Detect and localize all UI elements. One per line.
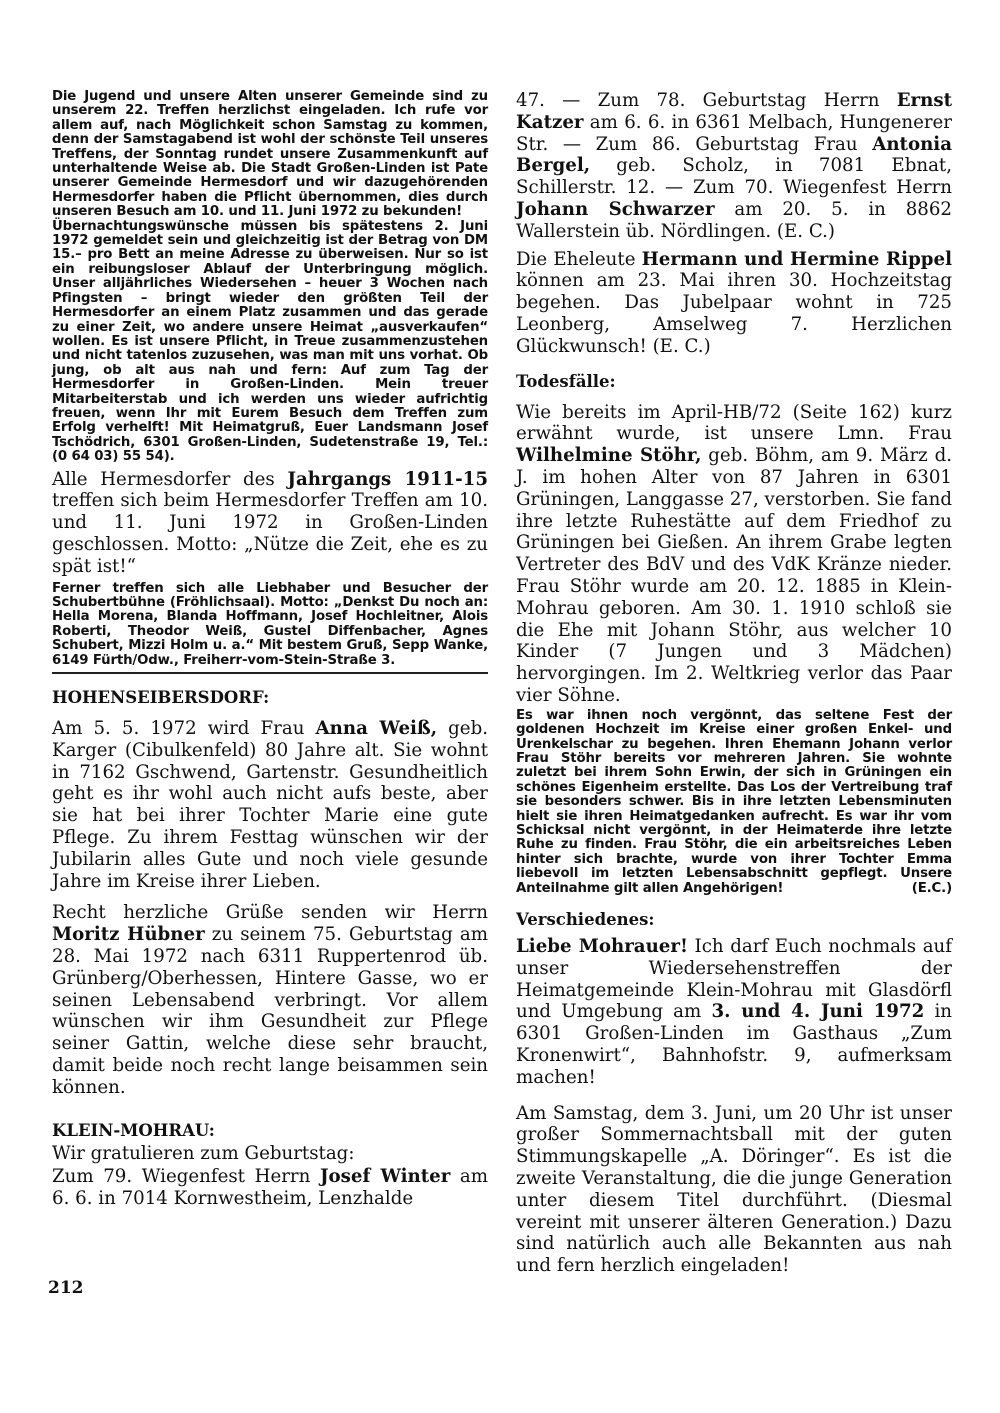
deadline: spätestens 2. Juni 1972 [52,218,488,249]
page-number: 212 [48,1278,84,1298]
paragraph-rippel [516,249,952,358]
person-name: Hermann und Hermine Rippel [641,248,952,270]
text: geb. Scholz, in 7081 Ebnat, Schillerstr. 12. — Zum 70. Wiegenfest Herrn [516,155,952,199]
paragraph-invitation [52,90,488,220]
person-name: Josef Winter [319,1166,451,1188]
text: können am 23. Mai ihren 30. Hochzeitstag begehen. Das Jubelpaar wohnt in 725 Leonberg, Amselweg 7. Herzlichen Glückwunsch! (E. C.) [516,270,952,357]
text: in 6301 Großen-Linden im Gasthaus „Zum Kronenwirt“, Bahnhofstr. 9, aufmerksam machen! [516,1001,952,1088]
text: am 6. 6. in 6361 Melbach, Hungenerer Str. — Zum 86. Geburtstag Frau [516,111,952,155]
text: am 6. 6. in 7014 Kornwestheim, Lenzhalde [52,1166,488,1210]
paragraph-jahrgang [52,469,488,578]
section-heading-hohenseibersdorf: HOHENSEIBERSDORF: [52,687,270,707]
text: Die Jugend und unsere Alten unserer Gemeinde sind zu unserem 22. Treffen herzlichst eingeladen. Ich rufe vor allem auf, nach Möglichkeit schon Samstag zu kommen, denn der Samstagabend ist wohl der schönste Teil unseres Treffens, der Sonntag rundet unsere Zusammenkunft auf unterhaltende Weise ab. Die Stadt Großen-Linden ist Pate unserer Gemeinde Hermesdorf und wir dazugehörenden Hermesdorfer haben die Pflicht übernommen, dies durch unseren Besuch am 10. und 11. Juni 1972 zu bekunden! [52,89,488,220]
text: treffen sich beim Hermesdorfer Treffen am 10. und 11. Juni 1972 in Großen-Linden geschlossen. Motto: „Nütze die Zeit, ehe es zu spät ist!“ [52,490,488,577]
text: Zum 79. Wiegenfest Herrn [52,1166,320,1188]
section-heading-todesfaelle: Todesfälle: [516,371,616,391]
text: Ferner treffen sich alle Liebhaber und Besucher der Schubertbühne (Fröhlichsaal). Motto: „Denkst Du noch an: Hella Morena, Blanda Hoffmann, Josef Hochleitner, Alois Roberti, Theodor Weiß, Gustel Diffenbacher, Agnes Schubert, Mizzi Holm u. a.“ Mit bestem Gruß, Sepp Wanke, 6149 Fürth/Odw., Freiherr-vom-Stein-Straße 3. [52,580,488,668]
paragraph-birthdays [516,90,952,243]
text: zu seinem 75. Geburtstag am 28. Mai 1972 nach 6311 Ruppertenrod üb. Grünberg/Oberhessen, Hintere Gasse, wo er seinen Lebensabend verbringt. Vor allem wünschen wir ihm Gesundheit zur Pflege seiner Gattin, welche diese sehr braucht, damit beide noch recht lange beisammen sein können. [52,924,488,1098]
text: Am 5. 5. 1972 wird Frau [52,717,316,739]
text: Alle Hermesdorfer des [52,468,288,490]
person-name: Moritz Hübner [52,924,205,946]
person-name: Antonia Bergel, [516,133,952,177]
jahrgang-label: Jahrgangs 1911-15 [287,468,488,490]
text: Ich darf Euch nochmals auf unser Wiedersehenstreffen der Heimatgemeinde Klein-Mohrau mit Glasdörfl und Umgebung am [516,936,952,1023]
section-heading-klein-mohrau: KLEIN-MOHRAU: [52,1120,215,1140]
paragraph-sommernachtsball: Am Samstag, dem 3. Juni, um 20 Uhr ist unser großer Sommernachtsball mit der guten Stimmungskapelle „A. Döringer“. Es ist die zweite Veranstaltung, die die junge Generation unter diesem Titel durchführt. (Diesmal vereint mit unserer älteren Generation.) Dazu sind natürlich auch alle Bekannten aus nah und fern herzlich eingeladen! [516,1102,952,1277]
paragraph-moritz-huebner [52,902,488,1098]
text: , 6301 Großen-Linden, Sudetenstraße 19, Tel.: (0 64 03) 55 54). [52,434,488,465]
paragraph-stoehr-continued [516,709,952,896]
salutation: Liebe Mohrauer! [516,936,688,957]
text: gemeldet sein und gleichzeitig ist der Betrag von DM 15.– pro Bett an meine Adresse zu überweisen. Nur so ist ein reibungsloser Ablauf der Unterbringung möglich. Unser alljährliches Wiedersehen – heuer 3 Wochen nach Pfingsten – bringt wieder den größten Teil der Hermesdorfer an einem Platz zusammen und das gerade zu einer Zeit, wo andere unsere Heimat „ausverkaufen“ wollen. Es ist unsere Pflicht, in Treue zusammenzustehen und nicht tatenlos zuzusehen, was man mit uns vorhat. Ob jung, ob alt aus nah und fern: Auf zum Tag der Hermesdorfer in Großen-Linden. Mein treuer Mitarbeiterstab und ich werden uns wieder aufrichtig freuen, wenn Ihr mit Eurem Besuch dem Treffen zum Erfolg verhelft! Mit Heimatgruß, Euer Landsmann Josef [52,233,488,436]
text: Die Eheleute [516,248,642,270]
person-name: Ernst Katzer [516,90,952,133]
text: Übernachtungswünsche müssen bis [52,218,342,234]
signature-initials: (E.C.) [911,880,952,896]
person-name: Anna Weiß, [315,717,438,739]
left-column [52,90,488,1210]
person-name: Wilhelmine Stöhr, [516,445,702,467]
section-heading-verschiedenes: Verschiedenes: [516,910,655,929]
person-name: Tschödrich [52,434,131,450]
paragraph-gratulation: Wir gratulieren zum Geburtstag: [52,1142,355,1164]
paragraph-liebe-mohrauer [516,936,952,1089]
paragraph-accommodation [52,220,488,465]
text: geb. Böhm, am 9. März d. J. im hohen Alter von 87 Jahren in 6301 Grüningen, Langgasse 27, verstorben. Sie fand ihre letzte Ruhestätte auf dem Friedhof zu Grüningen bei Gießen. An ihrem Grabe legten Vertreter des BdV und des VdK Kränze nieder. Frau Stöhr wurde am 20. 12. 1885 in Klein-Mohrau geboren. Am 30. 1. 1910 schloß sie die Ehe mit Johann Stöhr, aus welcher 10 Kinder (7 Jungen und 3 Mädchen) hervorgingen. Im 2. Weltkrieg verlor das Paar vier Söhne. [516,445,952,706]
text: Wie bereits im April-HB/72 (Seite 162) kurz erwähnt wurde, ist unsere Lmn. Frau [516,401,952,445]
paragraph-anna-weiss [52,718,488,892]
text: geb. Karger (Cibulkenfeld) 80 Jahre alt. Sie wohnt in 7162 Gschwend, Gartenstr. Gesundheitlich geht es ihr wohl auch nicht aufs beste, aber sie hat bei ihrer Tochter Marie eine gute Pflege. Zu ihrem Festtag wünschen wir der Jubilarin alles Gute und noch viele gesunde Jahre im Kreise ihrer Lieben. [52,717,488,892]
text: 47. — Zum 78. Geburtstag Herrn [516,90,897,111]
event-date: 3. und 4. Juni 1972 [711,1001,925,1023]
person-name: Johann Schwarzer [516,198,715,220]
paragraph-josef-winter [52,1166,488,1210]
text: Recht herzliche Grüße senden wir Herrn [52,902,488,924]
paragraph-schubertbuehne [52,582,488,668]
paragraph-stoehr [516,402,952,707]
right-column [516,90,952,1277]
text: Es war ihnen noch vergönnt, das seltene Fest der goldenen Hochzeit im Kreise einer großen Enkel- und Urenkelschar zu begehen. Ihren Ehemann Johann verlor Frau Stöhr bereits vor mehreren Jahren. Sie wohnte zuletzt bei ihrem Sohn Erwin, der sich in Grüningen ein schönes Eigenheim erstellte. Das Los der Vertreibung traf sie besonders schwer. Bis in ihre letzten Lebensminuten hielt sie ihren Heimatgedanken aufrecht. Es war ihr vom Schicksal nicht vergönnt, in der Heimaterde ihre letzte Ruhe zu finden. Frau Stöhr, die ein arbeitsreiches Leben hinter sich brachte, wurde von ihrer Tochter Emma liebevoll im letzten Lebensabschnitt gepflegt. Unsere Anteilnahme gilt allen Angehörigen! [516,707,952,896]
text: am 20. 5. in 8862 Wallerstein üb. Nördlingen. (E. C.) [516,198,953,242]
divider [52,672,488,674]
